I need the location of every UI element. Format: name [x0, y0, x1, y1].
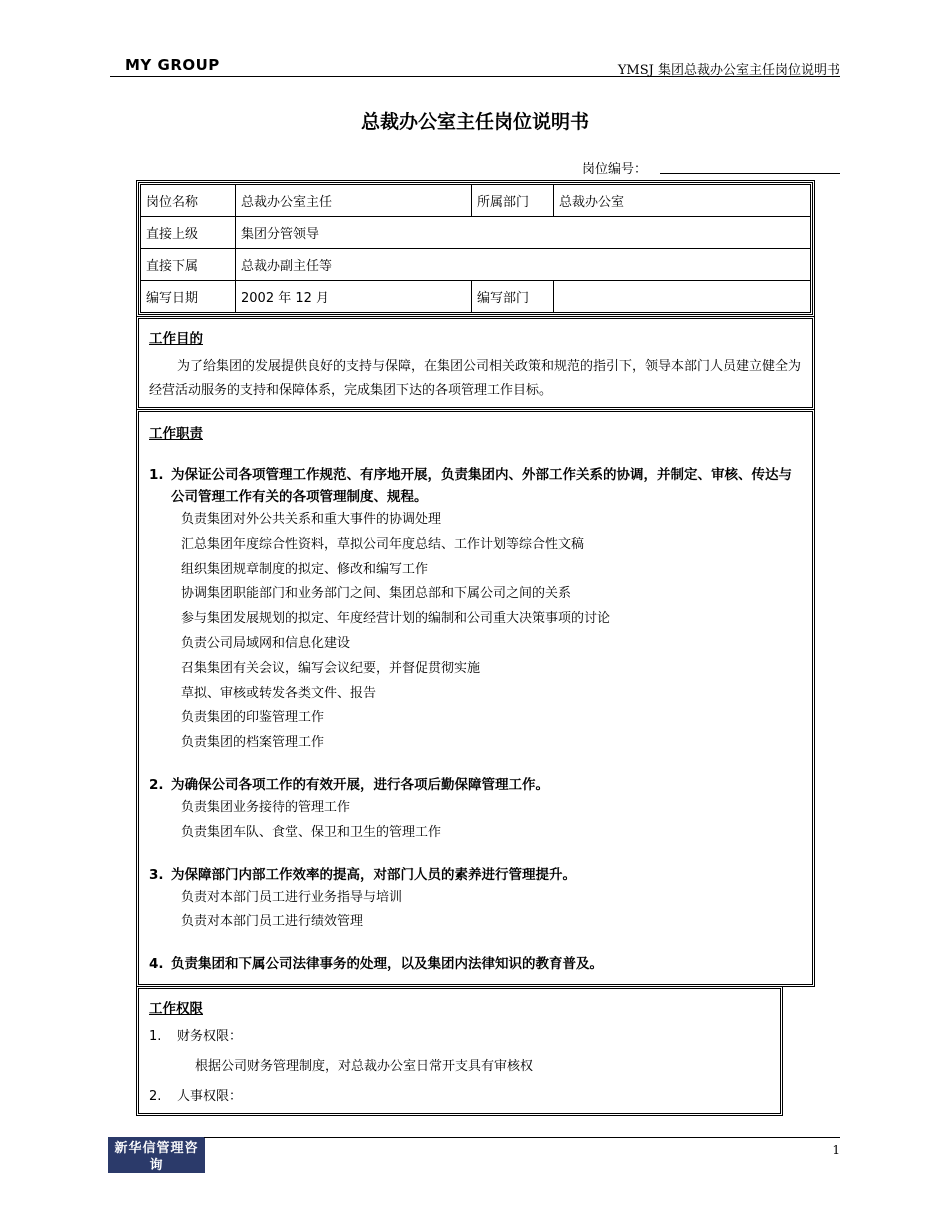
post-number-label: 岗位编号：: [582, 162, 648, 177]
sinotrust-logo: [108, 1137, 205, 1185]
duty-item-text: 汇总集团年度综合性资料，草拟公司年度总结、工作计划等综合性文稿: [181, 536, 585, 552]
duty-group-number: 3.: [149, 866, 164, 883]
purpose-section: [136, 316, 815, 410]
position-name-value: 总裁办公室主任: [236, 185, 472, 217]
list-item: [149, 657, 802, 682]
info-table-frame: [136, 180, 815, 317]
authority-item-personnel: [149, 1085, 770, 1109]
direct-subordinate-label: 直接下属: [141, 249, 236, 281]
list-item: [149, 508, 802, 533]
duty-group: [149, 864, 802, 936]
duty-group: [149, 953, 802, 975]
duty-group-number: 4.: [149, 956, 164, 973]
duty-group-text: 为保障部门内部工作效率的提高，对部门人员的素养进行管理提升。: [171, 866, 576, 883]
list-item: [149, 533, 802, 558]
logo-cn-text: 新华信管理咨询: [114, 1141, 199, 1173]
header-document-name: YMSJ 集团总裁办公室主任岗位说明书: [617, 63, 840, 78]
logo-en-text: SINOTRUST: [124, 1175, 189, 1185]
duty-item-text: 负责集团业务接待的管理工作: [181, 799, 351, 815]
post-number-blank: [660, 173, 840, 174]
duty-item-text: 负责集团的印鉴管理工作: [181, 710, 325, 726]
list-item: [149, 821, 802, 846]
document-title: 总裁办公室主任岗位说明书: [360, 111, 589, 133]
direct-subordinate-value: 总裁办副主任等: [236, 249, 811, 281]
list-item: [149, 682, 802, 707]
page-number: 1: [832, 1143, 840, 1157]
department-label: 所属部门: [472, 185, 554, 217]
table-row: [141, 217, 811, 249]
authority-item-finance: [149, 1025, 770, 1049]
authority-item-label: 人事权限：: [177, 1089, 243, 1104]
duty-item-text: 组织集团规章制度的拟定、修改和编写工作: [181, 561, 429, 577]
duties-title: 工作职责: [149, 426, 203, 442]
list-item: [149, 632, 802, 657]
purpose-title: 工作目的: [149, 331, 203, 347]
duty-item-text: 负责集团车队、食堂、保卫和卫生的管理工作: [181, 824, 442, 840]
date-label: 编写日期: [141, 281, 236, 313]
authority-item-number: 2.: [149, 1089, 162, 1104]
list-item: [149, 910, 802, 935]
duty-groups: [149, 464, 802, 975]
duty-group-text: 负责集团和下属公司法律事务的处理，以及集团内法律知识的教育普及。: [171, 956, 603, 973]
header-divider: [110, 76, 840, 77]
duty-group-number: 2.: [149, 776, 164, 793]
duty-item-text: 负责对本部门员工进行业务指导与培训: [181, 889, 403, 905]
position-name-label: 岗位名称: [141, 185, 236, 217]
table-row: [141, 249, 811, 281]
duty-group: [149, 464, 802, 756]
duty-item-text: 参与集团发展规划的拟定、年度经营计划的编制和公司重大决策事项的讨论: [181, 611, 611, 627]
duties-section: [136, 409, 815, 987]
duty-item-text: 召集集团有关会议，编写会议纪要，并督促贯彻实施: [181, 660, 481, 676]
info-table: [140, 184, 811, 313]
list-item: [149, 607, 802, 632]
author-dept-label: 编写部门: [472, 281, 554, 313]
list-item: [149, 731, 802, 756]
list-item: [149, 886, 802, 911]
duty-group-text: 为确保公司各项工作的有效开展，进行各项后勤保障管理工作。: [171, 776, 549, 793]
list-item: [149, 796, 802, 821]
department-value: 总裁办公室: [554, 185, 811, 217]
direct-superior-value: 集团分管领导: [236, 217, 811, 249]
table-row: [141, 185, 811, 217]
authority-item-text: 根据公司财务管理制度，对总裁办公室日常开支具有审核权: [195, 1059, 534, 1074]
duty-item-text: 负责集团对外公共关系和重大事件的协调处理: [181, 512, 442, 527]
direct-superior-label: 直接上级: [141, 217, 236, 249]
table-row: [141, 281, 811, 313]
authority-title: 工作权限: [149, 1001, 203, 1017]
date-value: 2002 年 12 月: [236, 281, 472, 313]
duty-group-number: 1.: [149, 467, 164, 483]
duty-group-heading: [149, 864, 802, 886]
duty-item-text: 负责集团的档案管理工作: [181, 735, 325, 751]
authority-section: [136, 986, 783, 1116]
list-item: [149, 558, 802, 583]
list-item: [149, 582, 802, 607]
duty-item-text: 负责对本部门员工进行绩效管理: [181, 914, 364, 930]
author-dept-value: [554, 281, 811, 313]
duty-item-text: 协调集团职能部门和业务部门之间、集团总部和下属公司之间的关系: [181, 586, 572, 602]
duty-group-text: 为保证公司各项管理工作规范、有序地开展，负责集团内、外部工作关系的协调，并制定、审核、传达与公司管理工作有关的各项管理制度、规程。: [171, 467, 792, 505]
duty-group: [149, 774, 802, 846]
duty-group-heading: [149, 953, 802, 975]
authority-item-label: 财务权限：: [177, 1029, 243, 1044]
purpose-text: 为了给集团的发展提供良好的支持与保障，在集团公司相关政策和规范的指引下，领导本部门人员建立健全为经营活动服务的支持和保障体系，完成集团下达的各项管理工作目标。: [149, 359, 802, 398]
duty-item-text: 负责公司局域网和信息化建设: [181, 635, 351, 651]
authority-item-number: 1.: [149, 1029, 162, 1044]
duty-item-text: 草拟、审核或转发各类文件、报告: [181, 685, 377, 701]
header-brand: MY GROUP: [125, 56, 220, 74]
list-item: [149, 706, 802, 731]
footer-divider: [204, 1137, 840, 1138]
duty-group-heading: [149, 774, 802, 796]
duty-group-heading: [149, 464, 802, 508]
